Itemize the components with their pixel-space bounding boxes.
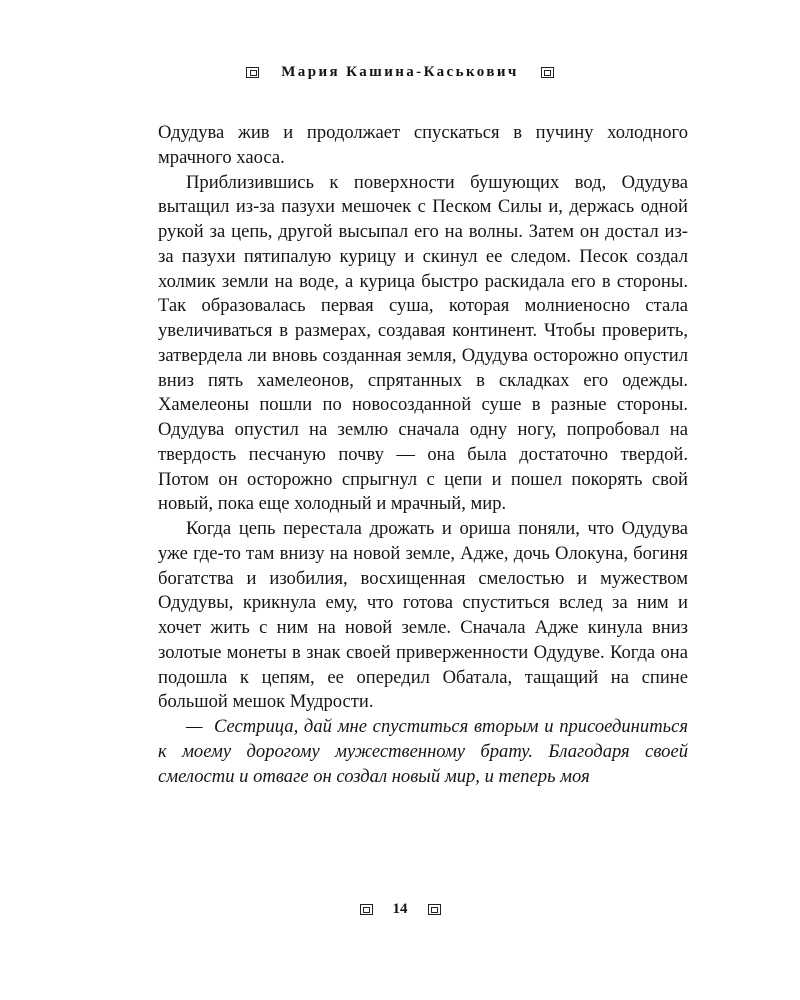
page-number: 14 [392,901,408,917]
running-header [0,64,800,81]
paragraph: Приблизившись к поверхности бушующих вод, Одудува вытащил из-за пазухи мешочек с Песком Силы и, держась одной рукой за цепь, другой высыпал его на волны. Затем он достал из-за пазухи пятипалую курицу и скинул ее следом. Песок создал холмик земли на воде, а курица быстро раскидала его в стороны. Так образовалась первая суша, которая молниеносно стала увеличиваться в размерах, создавая континент. Чтобы проверить, затвердела ли вновь созданная земля, Одудува осторожно опустил вниз пять хамелеонов, спрятанных в складках его одежды. Хамелеоны пошли по новосозданной суше в разные стороны. Одудува опустил на землю сначала одну ногу, попробовал на твердость песчаную почву — она была достаточно твердой. Потом он осторожно спрыгнул с цепи и пошел покорять свой новый, пока еще холодный и мрачный, мир. [158,171,688,515]
author-name: Мария Кашина-Каськович [281,64,519,80]
dialogue-paragraph [158,715,688,789]
paragraph: Когда цепь перестала дрожать и ориша поняли, что Одудува уже где-то там внизу на новой земле, Адже, дочь Олокуна, богиня богатства и изобилия, восхищенная смелостью и мужеством Одудувы, крикнула ему, что готова спуститься вслед за ним и хочет жить с ним на новой земле. Сначала Адже кинула вниз золотые монеты в знак своей приверженности Одудуве. Когда она подошла к цепям, ее опередил Обатала, тащащий на спине большой мешок Мудрости. [158,518,688,713]
em-dash: — [186,716,203,737]
square-ornament-icon [428,904,441,915]
square-ornament-icon [246,67,259,78]
dialogue-text: Сестрица, дай мне спуститься вторым и присоединиться к моему дорогому мужественному брату. Благодаря своей смелости и отваге он создал новый мир, и теперь моя [158,716,688,787]
body-text [158,121,688,789]
page-footer [0,901,800,918]
square-ornament-icon [541,67,554,78]
square-ornament-icon [360,904,373,915]
paragraph: Одудува жив и продолжает спускаться в пучину холодного мрачного хаоса. [158,122,688,168]
